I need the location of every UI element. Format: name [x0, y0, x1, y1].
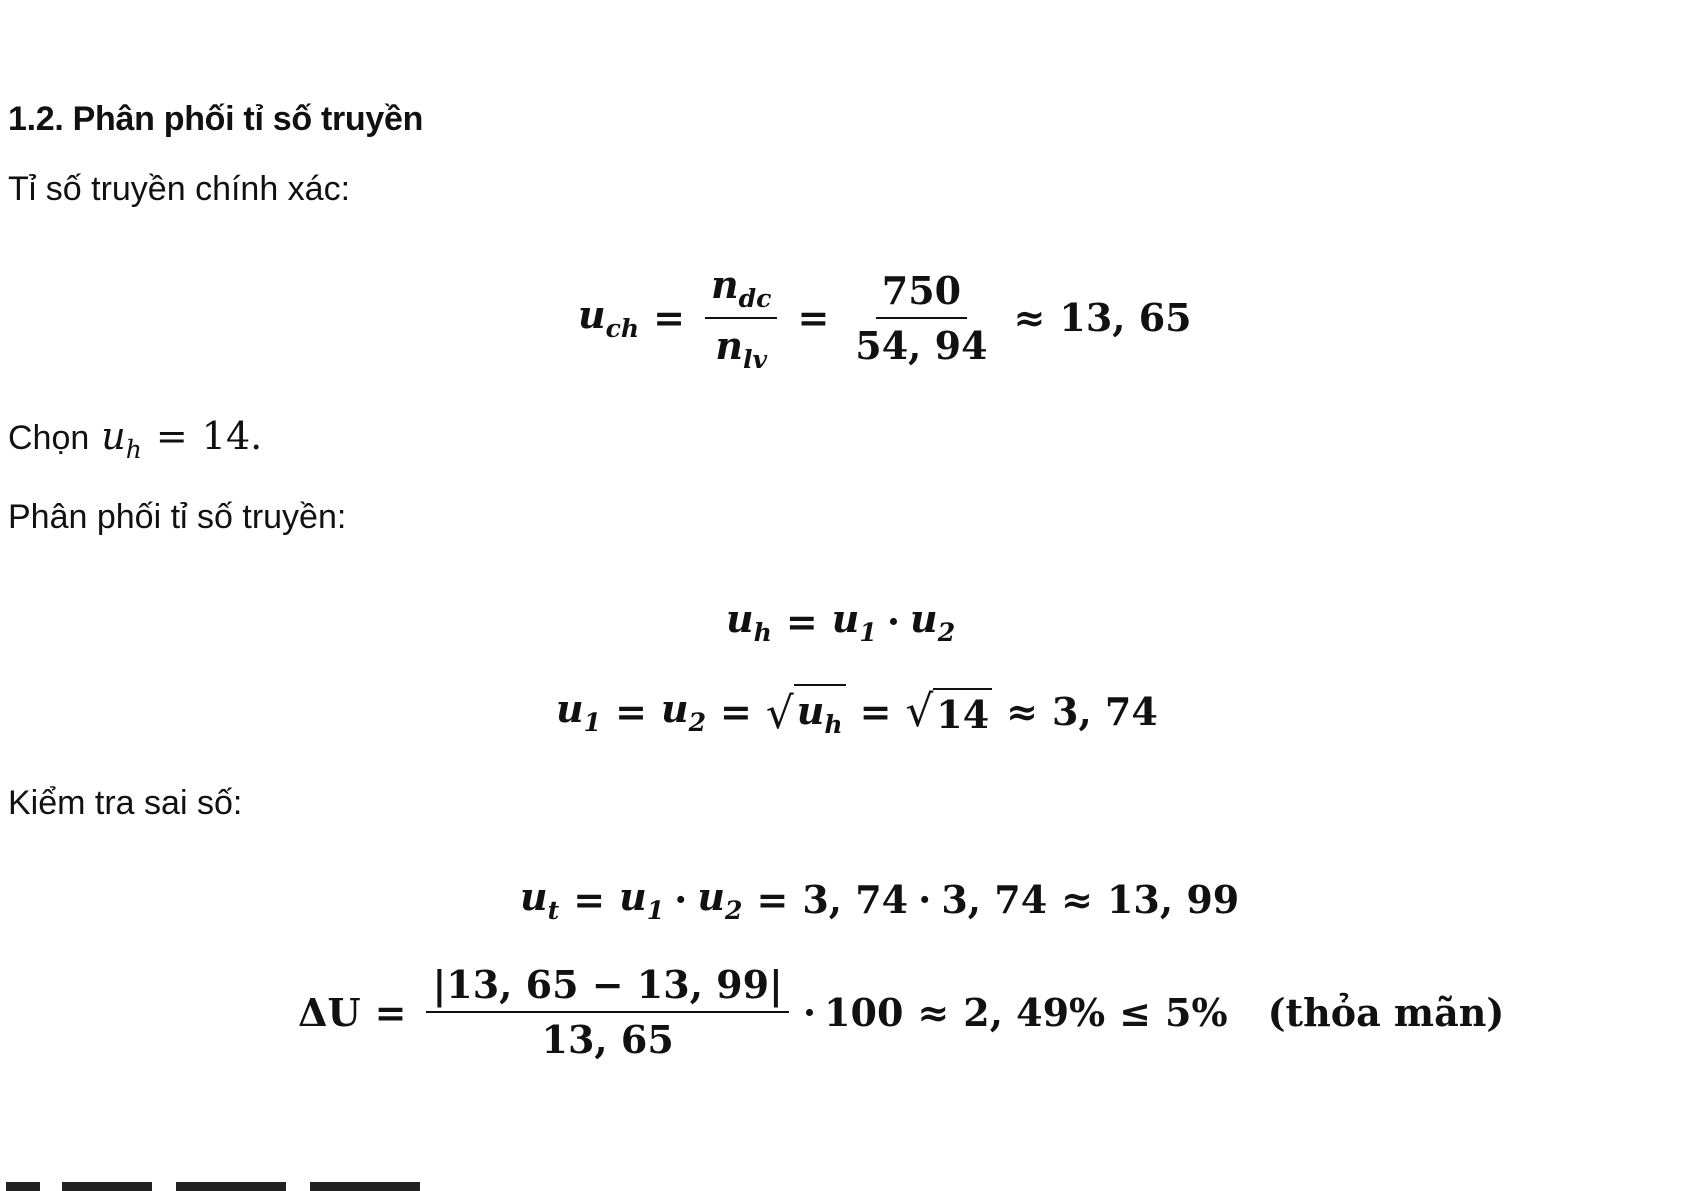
- product-equation: $u_h$ = $u_1$ · $u_2$: [726, 596, 956, 647]
- sqrt-uh: √ $u_h$: [766, 684, 846, 739]
- value-fraction: $\frac{750}{54, 94}$: [855, 267, 988, 368]
- ratio-result: 13, 65: [1059, 295, 1192, 341]
- error-fraction: $\frac{|13, 65 - 13, 99|}{13, 65}$: [426, 962, 788, 1062]
- ratio-equation: $u_{ch}$ = $\frac{n_{dc}}{n_{lv}}$ = $\frac{750}{54, 94}$ ≈ 13, 65: [578, 262, 1192, 374]
- clipped-next-line: [0, 1182, 420, 1191]
- ratio-lhs: $u_{ch}$: [578, 292, 640, 344]
- choose-label: Chọn: [8, 419, 90, 457]
- error-limit: 5%: [1165, 989, 1228, 1035]
- choose-line: [8, 414, 262, 464]
- section-heading: 1.2. Phân phối tỉ số truyền: [8, 100, 424, 138]
- error-note: (thỏa mãn): [1267, 989, 1505, 1035]
- intro-text: Tỉ số truyền chính xác:: [8, 170, 351, 208]
- error-percent: 2, 49%: [963, 989, 1106, 1035]
- check-text: Kiểm tra sai số:: [8, 784, 243, 822]
- sqrt-result: 3, 74: [1052, 688, 1158, 734]
- distribution-text: Phân phối tỉ số truyền:: [8, 498, 347, 536]
- actual-ratio-equation: $u_t$ = $u_1$ · $u_2$ = 3, 74 · 3, 74 ≈ 13, 99: [520, 874, 1240, 925]
- sqrt-equation: $u_1$ = $u_2$ = √ $u_h$ = √ 14 ≈ 3, 74: [556, 685, 1158, 739]
- speed-fraction: $\frac{n_{dc}}{n_{lv}}$: [705, 262, 777, 374]
- choose-expression: $u_h = 14$.: [101, 414, 263, 464]
- error-lhs: ΔU: [298, 989, 361, 1035]
- sqrt-14: √ 14: [905, 686, 992, 737]
- actual-ratio-result: 13, 99: [1106, 876, 1240, 922]
- error-equation: ΔU = $\frac{|13, 65 - 13, 99|}{13, 65}$ · 100 ≈ 2, 49% ≤ 5% (thỏa mãn): [298, 962, 1505, 1062]
